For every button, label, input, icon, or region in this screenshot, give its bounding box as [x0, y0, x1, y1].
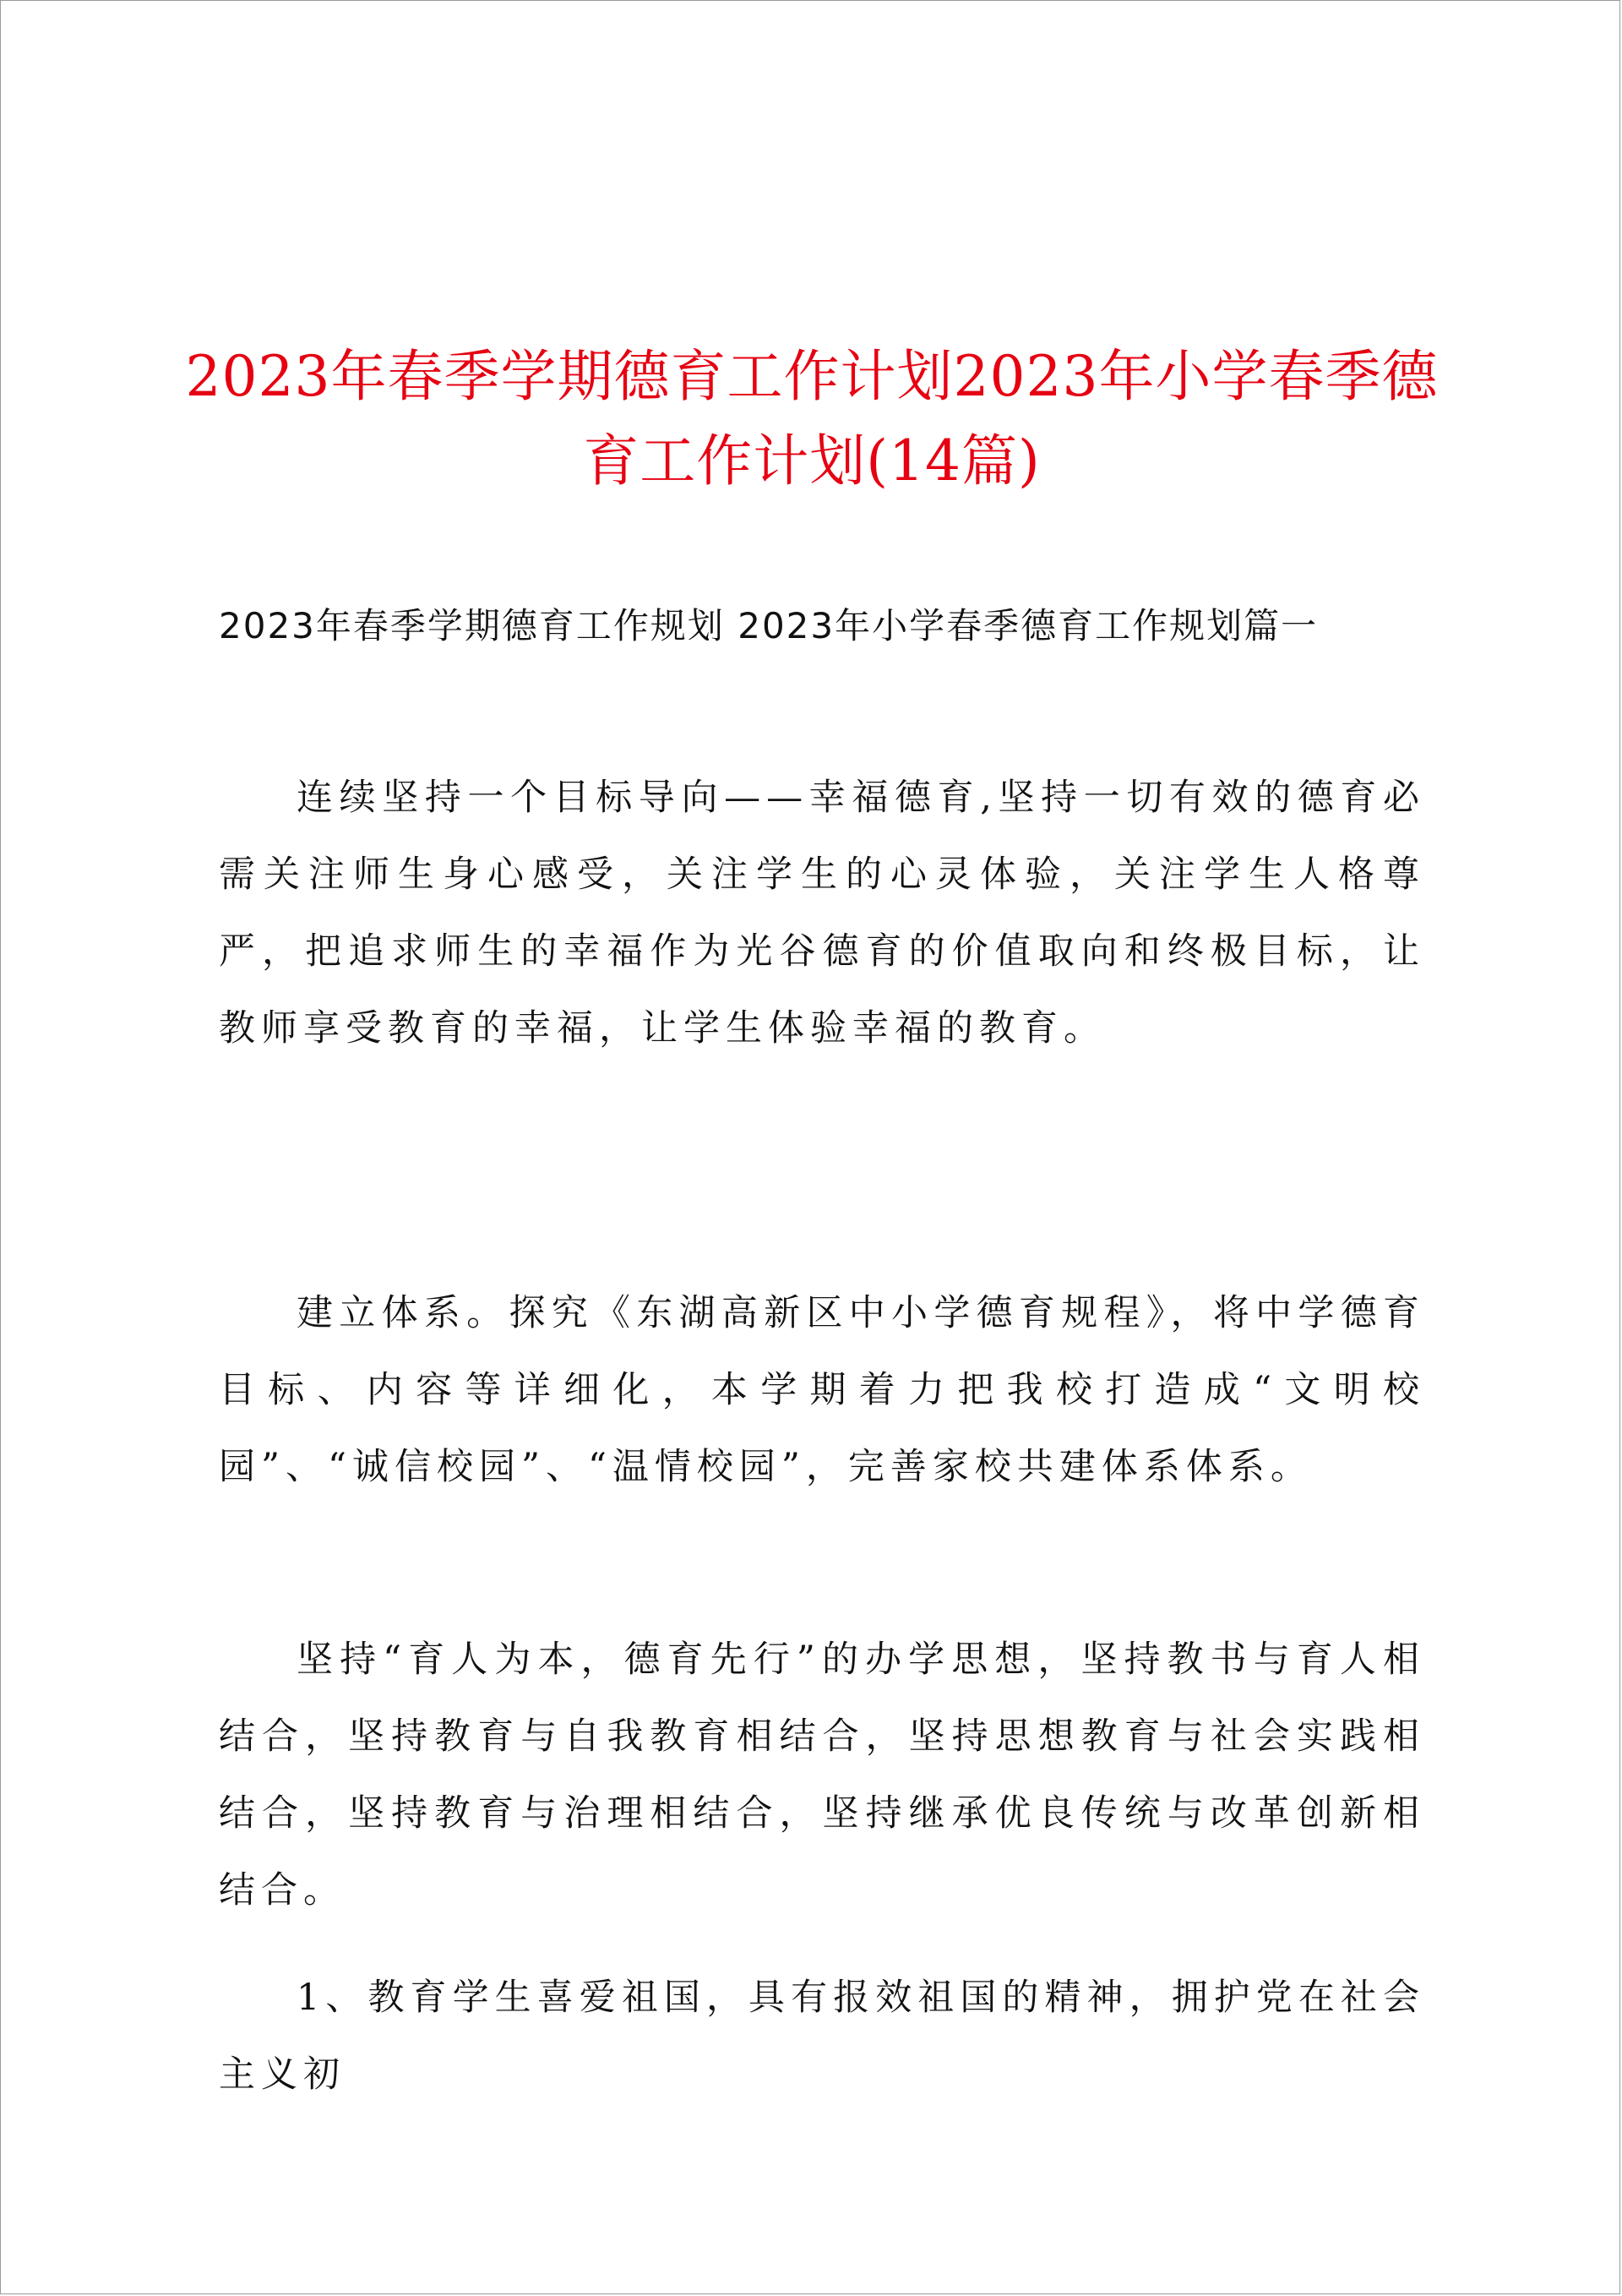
document-subtitle: 2023年春季学期德育工作规划 2023年小学春季德育工作规划篇一 [219, 605, 1319, 646]
document-title: 2023年春季学期德育工作计划2023年小学春季德育工作计划(14篇) [185, 344, 1439, 494]
paragraph-3: 坚持“育人为本，德育先行”的办学思想，坚持教书与育人相结合，坚持教育与自我教育相结合，坚持思想教育与社会实践相结合，坚持教育与治理相结合，坚持继承优良传统与改革创新相结合。 [219, 1639, 1425, 1912]
paragraph-1: 连续坚持一个目标导向——幸福德育,坚持一切有效的德育必需关注师生身心感受，关注学生的心灵体验，关注学生人格尊严，把追求师生的幸福作为光谷德育的价值取向和终极目标，让教师享受教育的幸福，让学生体验幸福的教育。 [219, 777, 1425, 1050]
paragraph-4: 1、教育学生喜爱祖国，具有报效祖国的精神，拥护党在社会主义初 [219, 1977, 1425, 2096]
paragraph-2: 建立体系。探究《东湖高新区中小学德育规程》，将中学德育目标、内容等详细化，本学期着力把我校打造成“文明校园”、“诚信校园”、“温情校园”，完善家校共建体系体系。 [219, 1292, 1425, 1488]
